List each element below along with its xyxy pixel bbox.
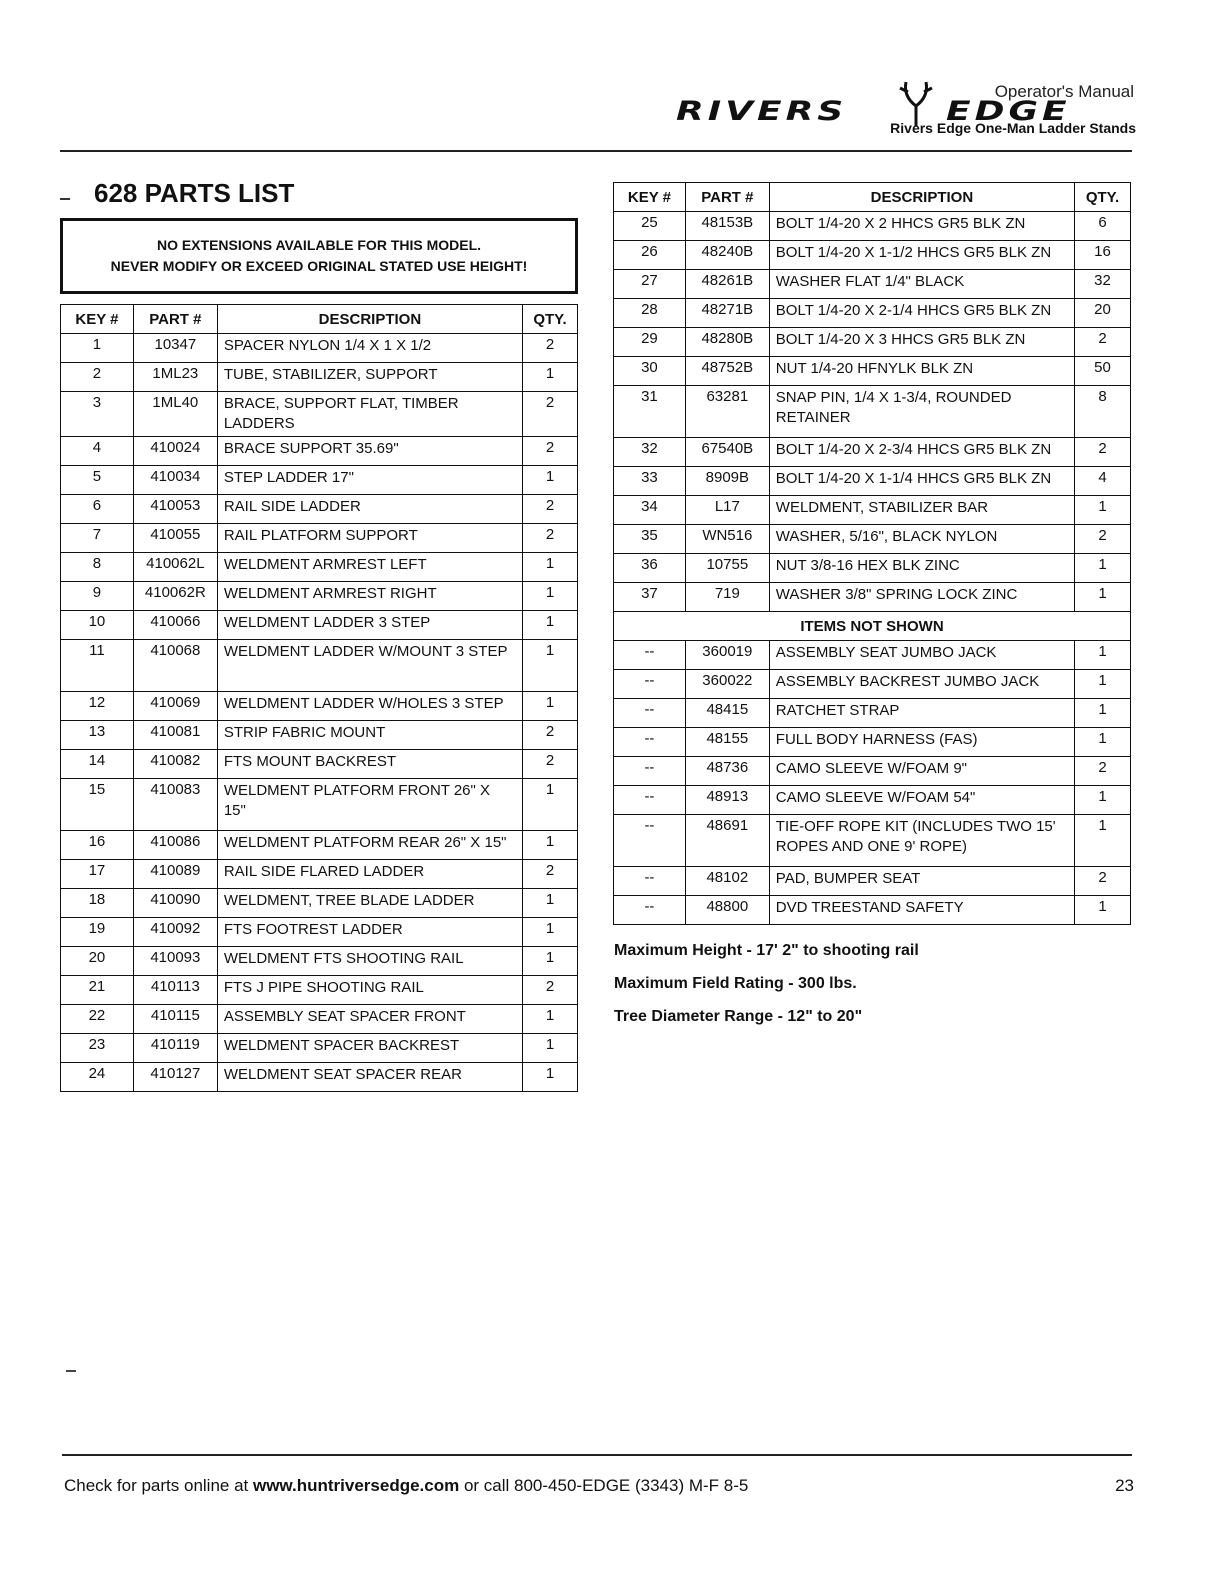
cell-key: 31 <box>614 386 686 438</box>
cell-description: BOLT 1/4-20 X 2 HHCS GR5 BLK ZN <box>769 212 1074 241</box>
spec-tree-diameter: Tree Diameter Range - 12" to 20" <box>614 1008 863 1025</box>
cell-qty: 1 <box>523 889 578 918</box>
table-row <box>61 611 578 640</box>
cell-description: ASSEMBLY BACKREST JUMBO JACK <box>769 670 1074 699</box>
footer-text <box>64 1476 748 1496</box>
cell-description: WELDMENT SEAT SPACER REAR <box>217 1063 522 1092</box>
cell-description: RAIL SIDE LADDER <box>217 495 522 524</box>
table-row <box>61 779 578 831</box>
warning-notice <box>60 218 578 294</box>
table-row <box>61 889 578 918</box>
table-row <box>614 386 1131 438</box>
table-row <box>614 896 1131 925</box>
cell-part-number: 410093 <box>133 947 217 976</box>
cell-description: RATCHET STRAP <box>769 699 1074 728</box>
cell-qty: 8 <box>1075 386 1131 438</box>
table-row <box>61 976 578 1005</box>
cell-description: TUBE, STABILIZER, SUPPORT <box>217 363 522 392</box>
cell-key: 29 <box>614 328 686 357</box>
page-title: 628 PARTS LIST <box>94 178 295 208</box>
cell-part-number: 48102 <box>685 867 769 896</box>
cell-key: -- <box>614 786 686 815</box>
cell-key: 13 <box>61 721 134 750</box>
cell-key: 30 <box>614 357 686 386</box>
table-row <box>61 524 578 553</box>
table-row <box>61 1005 578 1034</box>
cell-part-number: L17 <box>685 496 769 525</box>
table-row <box>61 1034 578 1063</box>
cell-description: CAMO SLEEVE W/FOAM 54" <box>769 786 1074 815</box>
cell-part-number: 360022 <box>685 670 769 699</box>
cell-description: WELDMENT PLATFORM FRONT 26" X 15" <box>217 779 522 831</box>
cell-description: TIE-OFF ROPE KIT (INCLUDES TWO 15' ROPES AND ONE 9' ROPE) <box>769 815 1074 867</box>
cell-part-number: 719 <box>685 583 769 612</box>
cell-qty: 6 <box>1075 212 1131 241</box>
table-row <box>61 947 578 976</box>
cell-part-number: 410024 <box>133 437 217 466</box>
cell-qty: 1 <box>523 582 578 611</box>
cell-part-number: 48913 <box>685 786 769 815</box>
table-row <box>61 750 578 779</box>
header-divider <box>60 150 1132 152</box>
cell-qty: 2 <box>523 524 578 553</box>
cell-part-number: 48736 <box>685 757 769 786</box>
notice-line-1: NO EXTENSIONS AVAILABLE FOR THIS MODEL. <box>156 237 482 253</box>
cell-description: SPACER NYLON 1/4 X 1 X 1/2 <box>217 334 522 363</box>
cell-description: BRACE, SUPPORT FLAT, TIMBER LADDERS <box>217 392 522 437</box>
cell-description: BOLT 1/4-20 X 1-1/2 HHCS GR5 BLK ZN <box>769 241 1074 270</box>
cell-key: 9 <box>61 582 134 611</box>
table-row <box>614 299 1131 328</box>
table-row <box>61 334 578 363</box>
cell-key: 20 <box>61 947 134 976</box>
table-row <box>61 860 578 889</box>
table-row <box>61 553 578 582</box>
table-row <box>614 757 1131 786</box>
cell-part-number: 360019 <box>685 641 769 670</box>
cell-description: FTS FOOTREST LADDER <box>217 918 522 947</box>
cell-qty: 2 <box>523 334 578 363</box>
cell-qty: 1 <box>523 779 578 831</box>
cell-description: NUT 3/8-16 HEX BLK ZINC <box>769 554 1074 583</box>
cell-qty: 1 <box>1075 641 1131 670</box>
col-header-description: DESCRIPTION <box>769 183 1074 212</box>
footer-prefix: Check for parts online at <box>64 1476 253 1495</box>
cell-description: WELDMENT FTS SHOOTING RAIL <box>217 947 522 976</box>
cell-part-number: 410034 <box>133 466 217 495</box>
cell-qty: 2 <box>1075 757 1131 786</box>
table-row <box>61 1063 578 1092</box>
cell-part-number: 48800 <box>685 896 769 925</box>
cell-description: WELDMENT, TREE BLADE LADDER <box>217 889 522 918</box>
cell-key: 25 <box>614 212 686 241</box>
cell-qty: 1 <box>523 947 578 976</box>
cell-qty: 2 <box>523 860 578 889</box>
cell-qty: 2 <box>523 495 578 524</box>
logo-word-edge: EDGE <box>946 96 1071 127</box>
table-row <box>614 270 1131 299</box>
cell-description: FTS J PIPE SHOOTING RAIL <box>217 976 522 1005</box>
cell-key: 8 <box>61 553 134 582</box>
cell-qty: 1 <box>523 918 578 947</box>
cell-key: 4 <box>61 437 134 466</box>
items-not-shown-label: ITEMS NOT SHOWN <box>614 612 1131 641</box>
cell-key: 5 <box>61 466 134 495</box>
cell-key: 17 <box>61 860 134 889</box>
cell-qty: 1 <box>523 363 578 392</box>
cell-description: WELDMENT LADDER W/HOLES 3 STEP <box>217 692 522 721</box>
cell-key: 18 <box>61 889 134 918</box>
table-row <box>614 867 1131 896</box>
table-row <box>614 699 1131 728</box>
table-row <box>614 525 1131 554</box>
margin-mark <box>60 198 70 200</box>
cell-qty: 1 <box>523 1005 578 1034</box>
cell-key: 6 <box>61 495 134 524</box>
cell-part-number: 410069 <box>133 692 217 721</box>
table-row <box>61 466 578 495</box>
cell-key: 27 <box>614 270 686 299</box>
table-row <box>614 496 1131 525</box>
cell-part-number: 8909B <box>685 467 769 496</box>
table-row <box>614 641 1131 670</box>
cell-key: -- <box>614 641 686 670</box>
margin-mark <box>66 1370 76 1372</box>
cell-part-number: 48752B <box>685 357 769 386</box>
cell-description: WELDMENT, STABILIZER BAR <box>769 496 1074 525</box>
table-row <box>614 212 1131 241</box>
cell-key: 19 <box>61 918 134 947</box>
col-header-key: KEY # <box>61 305 134 334</box>
cell-qty: 1 <box>1075 786 1131 815</box>
cell-part-number: 63281 <box>685 386 769 438</box>
cell-qty: 4 <box>1075 467 1131 496</box>
cell-part-number: 410092 <box>133 918 217 947</box>
cell-part-number: 10347 <box>133 334 217 363</box>
cell-part-number: WN516 <box>685 525 769 554</box>
cell-key: -- <box>614 815 686 867</box>
cell-part-number: 410083 <box>133 779 217 831</box>
cell-qty: 2 <box>523 392 578 437</box>
cell-key: 34 <box>614 496 686 525</box>
cell-part-number: 410068 <box>133 640 217 692</box>
cell-part-number: 48240B <box>685 241 769 270</box>
table-row <box>61 831 578 860</box>
cell-description: BOLT 1/4-20 X 1-1/4 HHCS GR5 BLK ZN <box>769 467 1074 496</box>
cell-key: 33 <box>614 467 686 496</box>
cell-part-number: 48153B <box>685 212 769 241</box>
cell-qty: 1 <box>523 640 578 692</box>
cell-key: 23 <box>61 1034 134 1063</box>
table-row <box>61 692 578 721</box>
page-header <box>0 0 1224 160</box>
spec-max-height: Maximum Height - 17' 2" to shooting rail <box>614 942 919 959</box>
parts-table-left <box>60 304 578 1092</box>
col-header-part: PART # <box>685 183 769 212</box>
cell-description: NUT 1/4-20 HFNYLK BLK ZN <box>769 357 1074 386</box>
cell-qty: 1 <box>1075 896 1131 925</box>
cell-part-number: 410119 <box>133 1034 217 1063</box>
table-row <box>614 328 1131 357</box>
table-row <box>61 721 578 750</box>
footer-url-link[interactable]: www.huntriversedge.com <box>252 1476 460 1495</box>
cell-qty: 32 <box>1075 270 1131 299</box>
cell-part-number: 1ML40 <box>133 392 217 437</box>
table-row <box>61 582 578 611</box>
cell-qty: 1 <box>523 553 578 582</box>
notice-line-2: NEVER MODIFY OR EXCEED ORIGINAL STATED USE HEIGHT! <box>110 258 528 274</box>
cell-description: WASHER, 5/16", BLACK NYLON <box>769 525 1074 554</box>
cell-description: WELDMENT ARMREST LEFT <box>217 553 522 582</box>
section-row-items-not-shown <box>614 612 1131 641</box>
cell-part-number: 410089 <box>133 860 217 889</box>
cell-qty: 2 <box>1075 438 1131 467</box>
cell-key: 36 <box>614 554 686 583</box>
table-row <box>61 437 578 466</box>
cell-description: STRIP FABRIC MOUNT <box>217 721 522 750</box>
table-row <box>61 918 578 947</box>
cell-key: -- <box>614 867 686 896</box>
cell-description: BRACE SUPPORT 35.69" <box>217 437 522 466</box>
table-row <box>61 640 578 692</box>
cell-qty: 1 <box>523 611 578 640</box>
cell-description: RAIL PLATFORM SUPPORT <box>217 524 522 553</box>
cell-part-number: 48155 <box>685 728 769 757</box>
footer-divider <box>62 1454 1132 1456</box>
cell-qty: 1 <box>523 1034 578 1063</box>
table-row <box>614 554 1131 583</box>
cell-qty: 1 <box>1075 670 1131 699</box>
cell-key: 21 <box>61 976 134 1005</box>
cell-qty: 2 <box>523 721 578 750</box>
cell-key: 26 <box>614 241 686 270</box>
cell-qty: 2 <box>523 976 578 1005</box>
cell-part-number: 410082 <box>133 750 217 779</box>
cell-part-number: 410127 <box>133 1063 217 1092</box>
cell-qty: 2 <box>1075 328 1131 357</box>
cell-key: 16 <box>61 831 134 860</box>
cell-part-number: 410062L <box>133 553 217 582</box>
cell-key: 1 <box>61 334 134 363</box>
cell-part-number: 48415 <box>685 699 769 728</box>
cell-qty: 1 <box>1075 583 1131 612</box>
table-row <box>61 363 578 392</box>
cell-key: -- <box>614 728 686 757</box>
table-row <box>614 786 1131 815</box>
cell-description: WASHER 3/8" SPRING LOCK ZINC <box>769 583 1074 612</box>
table-row <box>61 495 578 524</box>
cell-qty: 1 <box>523 466 578 495</box>
cell-key: -- <box>614 757 686 786</box>
cell-part-number: 410055 <box>133 524 217 553</box>
col-header-description: DESCRIPTION <box>217 305 522 334</box>
cell-key: 10 <box>61 611 134 640</box>
cell-key: 15 <box>61 779 134 831</box>
cell-qty: 2 <box>523 750 578 779</box>
cell-description: WELDMENT PLATFORM REAR 26" X 15" <box>217 831 522 860</box>
cell-description: WELDMENT SPACER BACKREST <box>217 1034 522 1063</box>
manual-title: Operator's Manual <box>994 82 1134 101</box>
spec-field-rating: Maximum Field Rating - 300 lbs. <box>614 975 857 992</box>
col-header-qty: QTY. <box>1075 183 1131 212</box>
cell-part-number: 10755 <box>685 554 769 583</box>
cell-key: 3 <box>61 392 134 437</box>
cell-qty: 1 <box>523 692 578 721</box>
cell-description: BOLT 1/4-20 X 2-1/4 HHCS GR5 BLK ZN <box>769 299 1074 328</box>
cell-key: 11 <box>61 640 134 692</box>
cell-qty: 1 <box>1075 815 1131 867</box>
cell-part-number: 410086 <box>133 831 217 860</box>
cell-qty: 20 <box>1075 299 1131 328</box>
cell-qty: 2 <box>523 437 578 466</box>
cell-key: 14 <box>61 750 134 779</box>
cell-part-number: 1ML23 <box>133 363 217 392</box>
cell-key: 28 <box>614 299 686 328</box>
cell-description: WELDMENT LADDER 3 STEP <box>217 611 522 640</box>
cell-key: -- <box>614 896 686 925</box>
cell-part-number: 410081 <box>133 721 217 750</box>
cell-qty: 16 <box>1075 241 1131 270</box>
footer-suffix: or call 800-450-EDGE (3343) M-F 8-5 <box>459 1476 749 1495</box>
logo-word-rivers: RIVERS <box>676 96 848 127</box>
cell-description: FTS MOUNT BACKREST <box>217 750 522 779</box>
cell-description: DVD TREESTAND SAFETY <box>769 896 1074 925</box>
logo-tagline: Rivers Edge One-Man Ladder Stands <box>890 120 1136 136</box>
cell-key: 35 <box>614 525 686 554</box>
table-row <box>61 392 578 437</box>
cell-qty: 1 <box>523 1063 578 1092</box>
table-row <box>614 670 1131 699</box>
cell-part-number: 67540B <box>685 438 769 467</box>
col-header-qty: QTY. <box>523 305 578 334</box>
cell-qty: 1 <box>1075 496 1131 525</box>
cell-description: STEP LADDER 17" <box>217 466 522 495</box>
col-header-part: PART # <box>133 305 217 334</box>
cell-description: PAD, BUMPER SEAT <box>769 867 1074 896</box>
cell-part-number: 410115 <box>133 1005 217 1034</box>
cell-part-number: 410066 <box>133 611 217 640</box>
table-row <box>614 241 1131 270</box>
cell-part-number: 48261B <box>685 270 769 299</box>
table-row <box>614 438 1131 467</box>
cell-key: -- <box>614 670 686 699</box>
cell-description: WELDMENT LADDER W/MOUNT 3 STEP <box>217 640 522 692</box>
table-row <box>614 467 1131 496</box>
cell-description: BOLT 1/4-20 X 2-3/4 HHCS GR5 BLK ZN <box>769 438 1074 467</box>
cell-description: CAMO SLEEVE W/FOAM 9" <box>769 757 1074 786</box>
cell-key: 32 <box>614 438 686 467</box>
cell-description: RAIL SIDE FLARED LADDER <box>217 860 522 889</box>
cell-part-number: 410113 <box>133 976 217 1005</box>
table-row <box>614 815 1131 867</box>
cell-part-number: 410062R <box>133 582 217 611</box>
cell-description: ASSEMBLY SEAT SPACER FRONT <box>217 1005 522 1034</box>
cell-description: WELDMENT ARMREST RIGHT <box>217 582 522 611</box>
parts-table-right <box>613 182 1131 925</box>
cell-qty: 1 <box>1075 728 1131 757</box>
page-number: 23 <box>1115 1476 1134 1495</box>
cell-part-number: 48691 <box>685 815 769 867</box>
col-header-key: KEY # <box>614 183 686 212</box>
cell-key: 24 <box>61 1063 134 1092</box>
table-row <box>614 728 1131 757</box>
cell-description: BOLT 1/4-20 X 3 HHCS GR5 BLK ZN <box>769 328 1074 357</box>
specifications <box>614 934 919 1033</box>
cell-description: SNAP PIN, 1/4 X 1-3/4, ROUNDED RETAINER <box>769 386 1074 438</box>
cell-qty: 50 <box>1075 357 1131 386</box>
cell-part-number: 48280B <box>685 328 769 357</box>
cell-qty: 1 <box>1075 554 1131 583</box>
cell-key: -- <box>614 699 686 728</box>
cell-key: 37 <box>614 583 686 612</box>
cell-key: 7 <box>61 524 134 553</box>
cell-key: 2 <box>61 363 134 392</box>
cell-qty: 1 <box>523 831 578 860</box>
table-row <box>614 583 1131 612</box>
table-header-row <box>614 183 1131 212</box>
table-header-row <box>61 305 578 334</box>
cell-part-number: 48271B <box>685 299 769 328</box>
cell-part-number: 410053 <box>133 495 217 524</box>
cell-description: ASSEMBLY SEAT JUMBO JACK <box>769 641 1074 670</box>
rivers-edge-logo <box>676 96 1136 140</box>
cell-description: WASHER FLAT 1/4" BLACK <box>769 270 1074 299</box>
cell-description: FULL BODY HARNESS (FAS) <box>769 728 1074 757</box>
cell-part-number: 410090 <box>133 889 217 918</box>
cell-key: 12 <box>61 692 134 721</box>
table-row <box>614 357 1131 386</box>
cell-key: 22 <box>61 1005 134 1034</box>
cell-qty: 1 <box>1075 699 1131 728</box>
cell-qty: 2 <box>1075 867 1131 896</box>
cell-qty: 2 <box>1075 525 1131 554</box>
